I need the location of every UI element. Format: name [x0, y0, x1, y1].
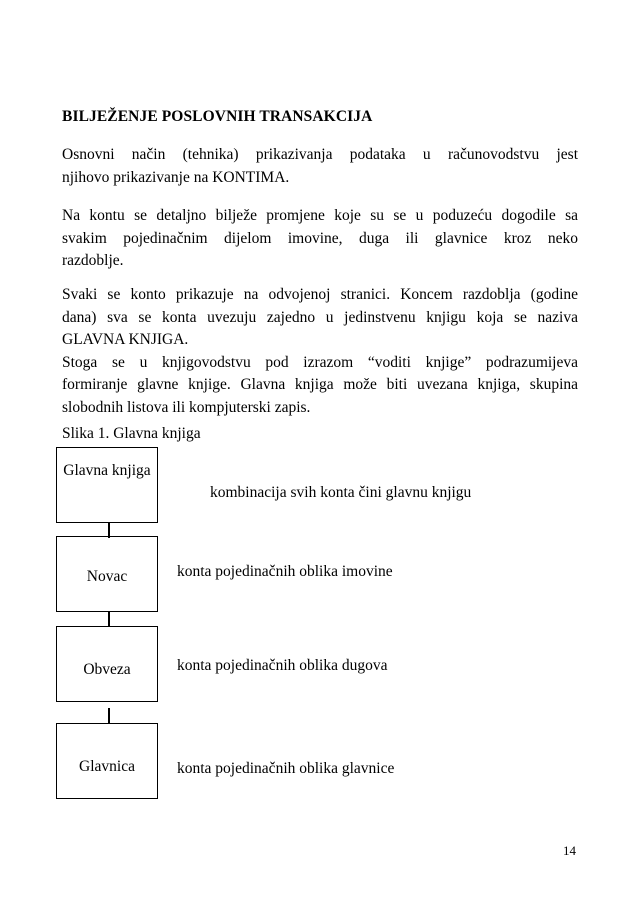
paragraph-line: svakim pojedinačnim dijelom imovine, duga ili glavnice kroz neko	[62, 229, 578, 247]
box-label: Glavna knjiga	[63, 462, 151, 479]
paragraph-line: dana) sva se konta uvezuju zajedno u jedinstvenu knjigu koja se naziva	[62, 308, 578, 326]
box-general-ledger	[56, 447, 158, 523]
connector-line	[108, 611, 110, 627]
box-description: kombinacija svih konta čini glavnu knjigu	[210, 484, 472, 501]
paragraph-line: formiranje glavne knjige. Glavna knjiga može biti uvezana knjiga, skupina	[62, 376, 578, 393]
connector-line	[108, 708, 110, 724]
paragraph-line: razdoblje.	[62, 252, 124, 269]
paragraph-2	[62, 205, 578, 273]
section-title: BILJEŽENJE POSLOVNIH TRANSAKCIJA	[62, 108, 373, 125]
paragraph-line: GLAVNA KNJIGA.	[62, 331, 189, 348]
paragraph-line: Na kontu se detaljno bilježe promjene koje su se u poduzeću dogodile sa	[62, 207, 578, 224]
page-number: 14	[563, 843, 576, 858]
paragraph-line: Osnovni način (tehnika) prikazivanja podataka u računovodstvu jest	[62, 146, 578, 163]
box-cash	[56, 536, 158, 612]
box-equity	[56, 723, 158, 799]
box-description: konta pojedinačnih oblika glavnice	[177, 760, 395, 777]
figure-caption: Slika 1. Glavna knjiga	[62, 425, 201, 442]
paragraph-line: slobodnih listova ili kompjuterski zapis.	[62, 398, 311, 416]
box-label: Novac	[86, 568, 128, 585]
box-liability	[56, 626, 158, 702]
box-label: Glavnica	[79, 758, 135, 775]
paragraph-line: Stoga se u knjigovodstvu pod izrazom “voditi knjige” podrazumijeva	[62, 353, 578, 371]
box-description: konta pojedinačnih oblika dugova	[177, 657, 388, 674]
paragraph-3	[62, 284, 578, 419]
paragraph-line: njihovo prikazivanje na KONTIMA.	[62, 168, 290, 186]
paragraph-1	[62, 144, 578, 189]
box-label: Obveza	[83, 661, 131, 678]
paragraph-line: Svaki se konto prikazuje na odvojenoj stranici. Koncem razdoblja (godine	[62, 286, 578, 303]
box-description: konta pojedinačnih oblika imovine	[177, 563, 393, 580]
